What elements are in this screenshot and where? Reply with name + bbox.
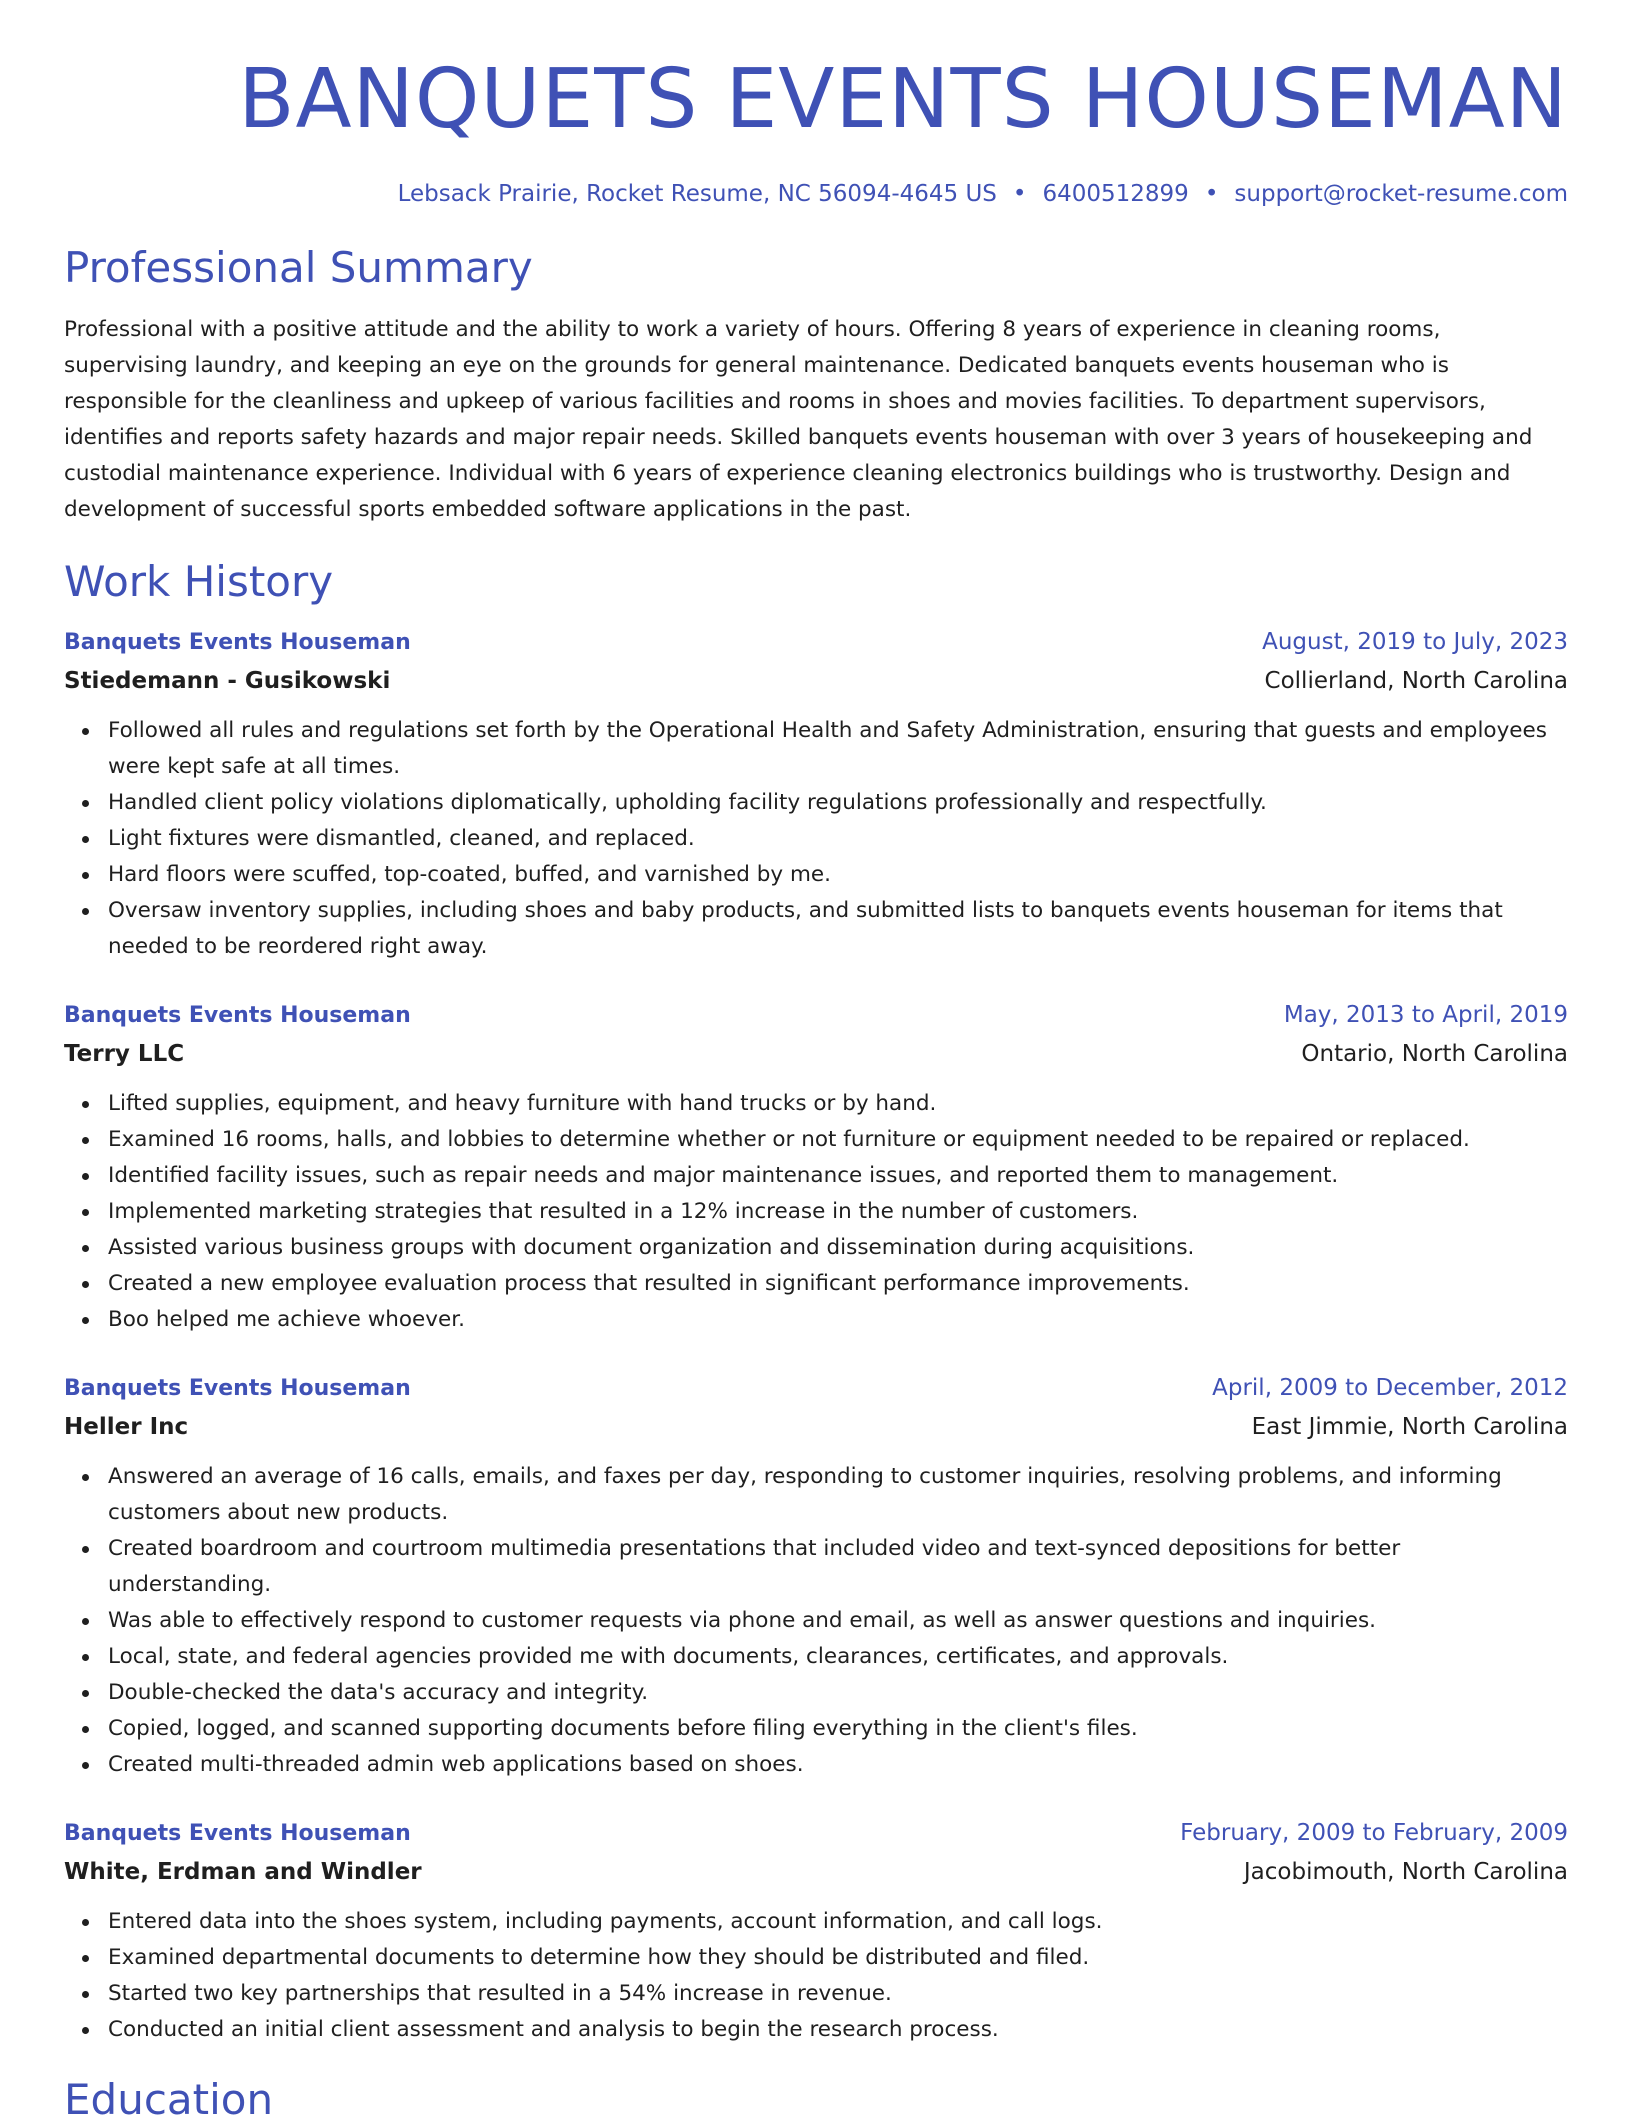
contact-email: support@rocket-resume.com [1234,181,1568,207]
job-bullet: Followed all rules and regulations set forth by the Operational Health and Safety Administration, ensuring that guests and employees were kept safe at all times. [108,713,1568,785]
job-bullet: Examined 16 rooms, halls, and lobbies to determine whether or not furniture or equipment needed to be repaired or replaced. [108,1122,1568,1158]
work-history-heading: Work History [64,557,334,606]
job-location: Collierland, North Carolina [1264,668,1568,694]
job-bullet: Created multi-threaded admin web applications based on shoes. [108,1747,1568,1783]
job-title: Banquets Events Houseman [64,630,411,655]
job-bullet: Created a new employee evaluation process that resulted in significant performance improvements. [108,1266,1568,1302]
job-bullet: Created boardroom and courtroom multimedia presentations that included video and text-synced depositions for better understanding. [108,1531,1568,1603]
job-bullets [64,713,1568,965]
job-title: Banquets Events Houseman [64,1003,411,1028]
job-dates: April, 2009 to December, 2012 [1212,1375,1568,1401]
job-bullet: Hard floors were scuffed, top-coated, buffed, and varnished by me. [108,857,1568,893]
job-dates: August, 2019 to July, 2023 [1262,629,1568,655]
job-bullet: Lifted supplies, equipment, and heavy furniture with hand trucks or by hand. [108,1086,1568,1122]
job-location: Ontario, North Carolina [1301,1041,1568,1067]
job-bullet: Assisted various business groups with document organization and dissemination during acquisitions. [108,1230,1568,1266]
job-bullet: Double-checked the data's accuracy and integrity. [108,1675,1568,1711]
job-bullet: Local, state, and federal agencies provided me with documents, clearances, certificates, and approvals. [108,1639,1568,1675]
job-dates: February, 2009 to February, 2009 [1180,1820,1568,1846]
job-bullets [64,1459,1568,1783]
job-bullet: Conducted an initial client assessment and analysis to begin the research process. [108,2012,1568,2048]
job-bullet: Identified facility issues, such as repair needs and major maintenance issues, and reported them to management. [108,1158,1568,1194]
job-bullet: Implemented marketing strategies that resulted in a 12% increase in the number of customers. [108,1194,1568,1230]
job-entry [64,624,1568,965]
contact-separator: • [1204,181,1219,207]
job-dates: May, 2013 to April, 2019 [1283,1002,1568,1028]
job-bullet: Entered data into the shoes system, including payments, account information, and call logs. [108,1904,1568,1940]
job-bullet: Oversaw inventory supplies, including shoes and baby products, and submitted lists to banquets events houseman for items that needed to be reordered right away. [108,893,1568,965]
job-bullet: Boo helped me achieve whoever. [108,1302,1568,1338]
job-bullet: Copied, logged, and scanned supporting documents before filing everything in the client's files. [108,1711,1568,1747]
job-company: Heller Inc [64,1414,189,1440]
job-entry [64,1815,1568,2048]
summary-heading: Professional Summary [64,243,533,292]
contact-address: Lebsack Prairie, Rocket Resume, NC 56094-4645 US [397,181,997,207]
job-title: Banquets Events Houseman [64,1821,411,1846]
education-heading: Education [64,2075,274,2124]
job-entry [64,997,1568,1338]
job-bullet: Light fixtures were dismantled, cleaned, and replaced. [108,821,1568,857]
job-bullet: Was able to effectively respond to customer requests via phone and email, as well as answer questions and inquiries. [108,1603,1568,1639]
job-bullets [64,1904,1568,2048]
job-title: Banquets Events Houseman [64,1376,411,1401]
job-company: Terry LLC [64,1041,185,1067]
job-location: East Jimmie, North Carolina [1251,1414,1568,1440]
summary-text: Professional with a positive attitude and the ability to work a variety of hours. Offering 8 years of experience in cleaning rooms, supervising laundry, and keeping an eye on the grounds for general maintenance. Dedicated banquets events houseman who is responsible for the cleanliness and upkeep of various facilities and rooms in shoes and movies facilities. To department supervisors, identifies and reports safety hazards and major repair needs. Skilled banquets events houseman with over 3 years of housekeeping and custodial maintenance experience. Individual with 6 years of experience cleaning electronics buildings who is trustworthy. Design and development of successful sports embedded software applications in the past. [64,317,1533,522]
contact-phone: 6400512899 [1042,181,1189,207]
job-bullet: Started two key partnerships that resulted in a 54% increase in revenue. [108,1976,1568,2012]
job-entry [64,1370,1568,1783]
job-bullet: Answered an average of 16 calls, emails, and faxes per day, responding to customer inquiries, resolving problems, and informing customers about new products. [108,1459,1568,1531]
contact-separator: • [1012,181,1027,207]
job-location: Jacobimouth, North Carolina [1243,1859,1568,1885]
job-bullets [64,1086,1568,1338]
candidate-name: BANQUETS EVENTS HOUSEMAN [238,52,1568,147]
job-company: Stiedemann - Gusikowski [64,668,391,694]
job-bullet: Examined departmental documents to determine how they should be distributed and filed. [108,1940,1568,1976]
job-bullet: Handled client policy violations diplomatically, upholding facility regulations professionally and respectfully. [108,785,1568,821]
contact-line [64,178,1568,210]
job-company: White, Erdman and Windler [64,1859,422,1885]
